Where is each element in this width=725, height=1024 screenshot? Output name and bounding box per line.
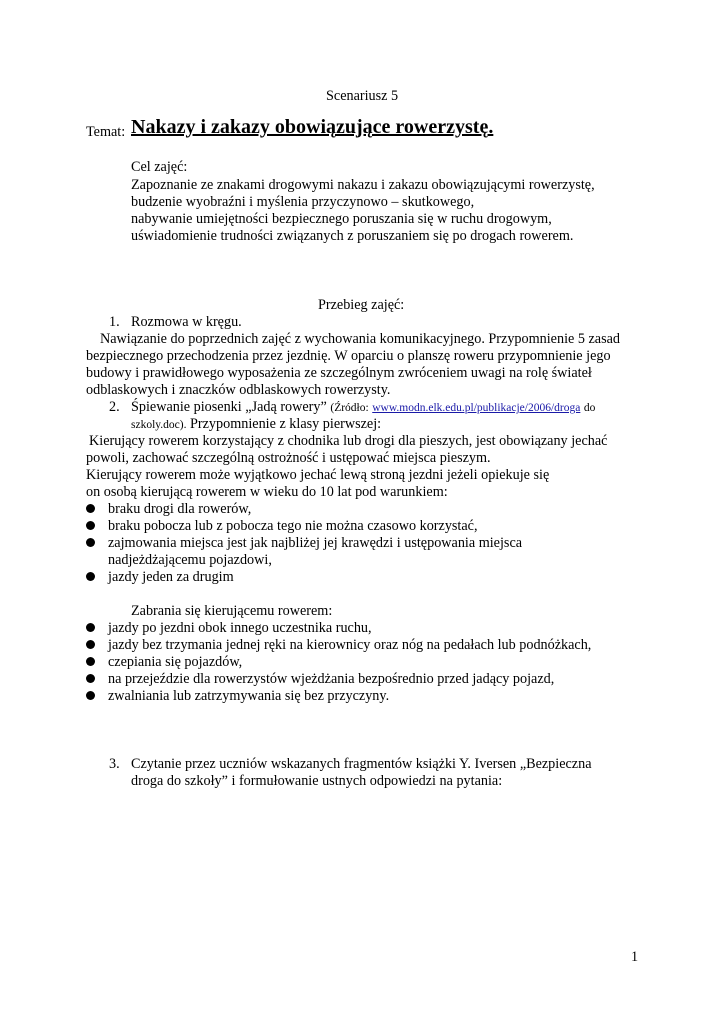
paragraph-line: odblaskowych i znaczków odblaskowych rowerzysty. (86, 382, 391, 398)
paragraph-line: bezpiecznego przechodzenia przez jezdnię. W oparciu o planszę roweru przypomnienie jego (86, 348, 611, 364)
list-item: czepiania się pojazdów, (108, 654, 243, 670)
list-item: braku pobocza lub z pobocza tego nie można czasowo korzystać, (108, 518, 478, 534)
item-text: Czytanie przez uczniów wskazanych fragmentów książki Y. Iversen „Bezpieczna (131, 756, 592, 772)
item-line (131, 399, 595, 416)
bullet-icon (86, 538, 95, 547)
item-number: 1. (109, 314, 120, 330)
goal-line: budzenie wyobraźni i myślenia przyczynowo – skutkowego, (131, 194, 475, 210)
source-file: szkoly.doc). (131, 419, 187, 431)
item-number: 3. (109, 756, 120, 772)
paragraph-line: on osobą kierującą rowerem w wieku do 10 lat pod warunkiem: (86, 484, 448, 500)
item-text: droga do szkoły” i formułowanie ustnych odpowiedzi na pytania: (131, 773, 503, 789)
reminder-text: Przypomnienie z klasy pierwszej: (190, 416, 382, 432)
list-item: braku drogi dla rowerów, (108, 501, 252, 517)
scenario-label: Scenariusz 5 (326, 88, 399, 104)
paragraph-line: Kierujący rowerem może wyjątkowo jechać lewą stroną jezdni jeżeli opiekuje się (86, 467, 550, 483)
bullet-icon (86, 623, 95, 632)
item-line (131, 416, 381, 433)
bullet-icon (86, 657, 95, 666)
course-heading: Przebieg zajęć: (318, 297, 405, 313)
bullet-icon (86, 521, 95, 530)
source-link[interactable]: www.modn.elk.edu.pl/publikacje/2006/droga (372, 402, 581, 414)
bullet-icon (86, 691, 95, 700)
paragraph-line: powoli, zachować szczególną ostrożność i ustępować miejsca pieszym. (86, 450, 491, 466)
bullet-icon (86, 640, 95, 649)
goal-line: uświadomienie trudności związanych z poruszaniem się po drogach rowerem. (131, 228, 574, 244)
goal-line: Zapoznanie ze znakami drogowymi nakazu i zakazu obowiązującymi rowerzystę, (131, 177, 595, 193)
goals-heading: Cel zajęć: (131, 159, 188, 175)
source-suffix: do (583, 402, 596, 414)
topic-label: Temat: (86, 124, 126, 140)
song-title: Śpiewanie piosenki „Jadą rowery” (131, 399, 327, 415)
source-prefix: (Źródło: (330, 402, 369, 414)
list-item: jazdy po jezdni obok innego uczestnika ruchu, (108, 620, 372, 636)
list-item: zwalniania lub zatrzymywania się bez przyczyny. (108, 688, 390, 704)
list-item: jazdy bez trzymania jednej ręki na kierownicy oraz nóg na pedałach lub podnóżkach, (108, 637, 592, 653)
paragraph-line: budowy i prawidłowego wyposażenia ze szczególnym zwróceniem uwagi na rolę świateł (86, 365, 592, 381)
bullet-icon (86, 572, 95, 581)
forbidden-heading: Zabrania się kierującemu rowerem: (131, 603, 333, 619)
paragraph-line: Nawiązanie do poprzednich zajęć z wychowania komunikacyjnego. Przypomnienie 5 zasad (100, 331, 621, 347)
item-text: Rozmowa w kręgu. (131, 314, 242, 330)
topic-title: Nakazy i zakazy obowiązujące rowerzystę. (131, 116, 494, 138)
list-item-continuation: nadjeżdżającemu pojazdowi, (108, 552, 272, 568)
paragraph-line: Kierujący rowerem korzystający z chodnika lub drogi dla pieszych, jest obowiązany jechać (89, 433, 608, 449)
page-number: 1 (631, 949, 639, 965)
goal-line: nabywanie umiejętności bezpiecznego poruszania się w ruchu drogowym, (131, 211, 552, 227)
item-number: 2. (109, 399, 120, 415)
bullet-icon (86, 504, 95, 513)
list-item: zajmowania miejsca jest jak najbliżej jej krawędzi i ustępowania miejsca (108, 535, 523, 551)
list-item: jazdy jeden za drugim (108, 569, 234, 585)
bullet-icon (86, 674, 95, 683)
list-item: na przejeździe dla rowerzystów wjeżdżania bezpośrednio przed jadący pojazd, (108, 671, 555, 687)
